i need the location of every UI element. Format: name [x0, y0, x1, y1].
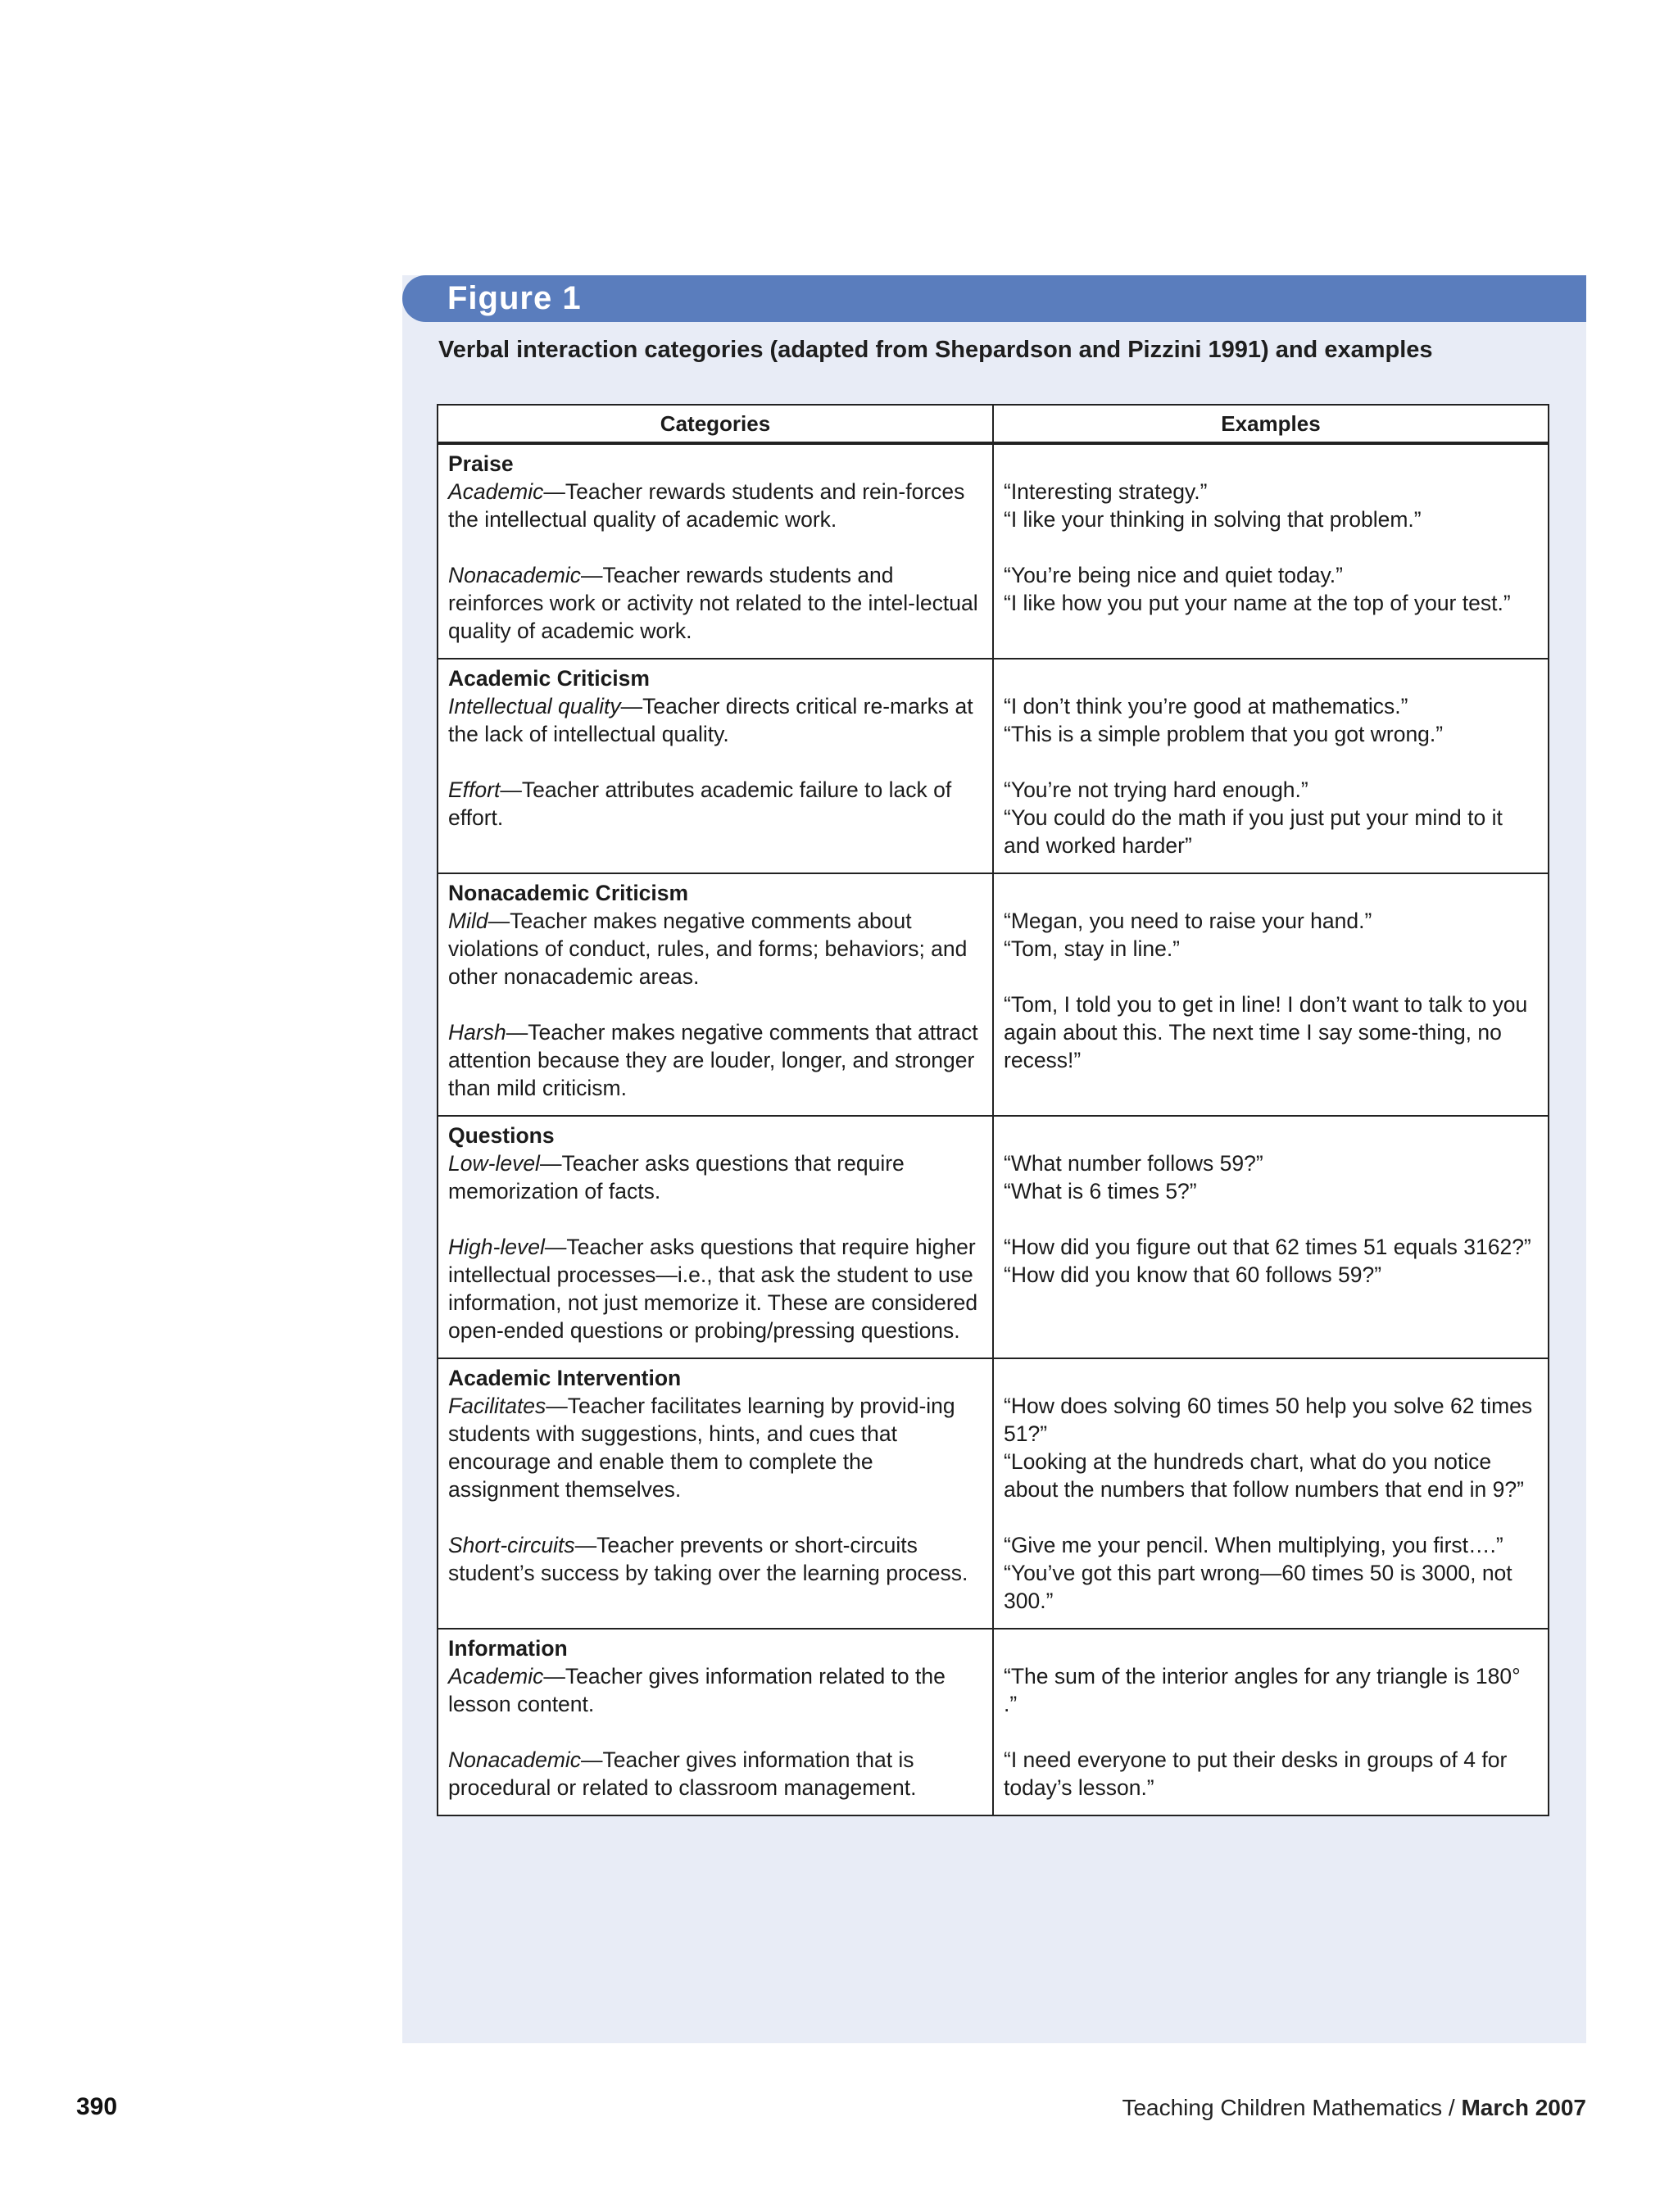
category-cell: [438, 1116, 993, 1358]
table-row: [438, 1629, 1549, 1815]
example-group: [1004, 1531, 1538, 1615]
subcategory: [448, 1018, 982, 1102]
subcategory-term: Academic: [448, 479, 544, 504]
categories-header: Categories: [438, 405, 993, 443]
subcategory-description: —Teacher rewards students and reinforces work or activity not related to the intel-lectual quality of academic work.: [448, 563, 978, 643]
example-quote: “How did you know that 60 follows 59?”: [1004, 1262, 1382, 1287]
example-quote: “I don’t think you’re good at mathematics.”: [1004, 694, 1408, 718]
subcategory-description: —Teacher makes negative comments that attract attention because they are louder, longer, and stronger than mild criticism.: [448, 1020, 978, 1100]
subcategory-term: Low-level: [448, 1151, 540, 1176]
subcategory-term: Harsh: [448, 1020, 506, 1045]
subcategory: [448, 1531, 982, 1587]
example-group: [1004, 907, 1538, 963]
example-group: [1004, 478, 1538, 533]
figure-label: Figure 1: [447, 280, 582, 316]
example-group: [1004, 1149, 1538, 1205]
figure-panel: [402, 275, 1586, 2043]
example-group: [1004, 1746, 1538, 1802]
subcategory-term: Academic: [448, 1664, 544, 1688]
example-quote: “How did you figure out that 62 times 51 equals 3162?”: [1004, 1235, 1531, 1259]
category-title: Information: [448, 1636, 568, 1661]
example-quote: “This is a simple problem that you got wrong.”: [1004, 722, 1444, 746]
subcategory-term: Nonacademic: [448, 1747, 582, 1772]
journal-footer: [1122, 2095, 1586, 2121]
table-row: [438, 1116, 1549, 1358]
subcategory-description: —Teacher attributes academic failure to lack of effort.: [448, 777, 952, 830]
table-body: [438, 443, 1549, 1815]
subcategory-description: —Teacher gives information related to the lesson content.: [448, 1664, 946, 1716]
subcategory: [448, 561, 982, 645]
example-quote: “Megan, you need to raise your hand.”: [1004, 909, 1372, 933]
page-number: 390: [76, 2093, 118, 2120]
example-group: [1004, 692, 1538, 748]
example-quote: “Looking at the hundreds chart, what do you notice about the numbers that follow numbers that end in 9?”: [1004, 1449, 1524, 1502]
example-quote: “You could do the math if you just put your mind to it and worked harder”: [1004, 805, 1503, 858]
table-row: [438, 873, 1549, 1116]
subcategory-description: —Teacher gives information that is procedural or related to classroom management.: [448, 1747, 917, 1800]
subcategory-term: Mild: [448, 909, 488, 933]
example-group: [1004, 1662, 1538, 1718]
category-cell: [438, 1358, 993, 1629]
example-quote: “Give me your pencil. When multiplying, you first….”: [1004, 1533, 1503, 1557]
example-quote: “What is 6 times 5?”: [1004, 1179, 1197, 1203]
subcategory-description: —Teacher facilitates learning by provid-ing students with suggestions, hints, and cues that encourage and enable them to complete the assignment themselves.: [448, 1394, 955, 1502]
example-quote: “How does solving 60 times 50 help you solve 62 times 51?”: [1004, 1394, 1533, 1446]
figure-header-bar: [402, 275, 1586, 322]
examples-cell: [993, 1358, 1549, 1629]
examples-cell: [993, 1629, 1549, 1815]
subcategory-description: —Teacher asks questions that require memorization of facts.: [448, 1151, 905, 1203]
examples-cell: [993, 873, 1549, 1116]
table-row: [438, 443, 1549, 659]
interaction-table: [437, 404, 1549, 1816]
example-quote: “What number follows 59?”: [1004, 1151, 1263, 1176]
subcategory-description: —Teacher directs critical re-marks at the lack of intellectual quality.: [448, 694, 973, 746]
examples-header: Examples: [993, 405, 1549, 443]
category-title: Academic Intervention: [448, 1366, 682, 1390]
example-quote: “Tom, stay in line.”: [1004, 936, 1181, 961]
example-quote: “I need everyone to put their desks in groups of 4 for today’s lesson.”: [1004, 1747, 1508, 1800]
journal-issue: March 2007: [1461, 2095, 1586, 2120]
category-cell: [438, 1629, 993, 1815]
subcategory: [448, 1392, 982, 1503]
subcategory-term: Intellectual quality: [448, 694, 621, 718]
example-quote: “Interesting strategy.”: [1004, 479, 1208, 504]
category-title: Academic Criticism: [448, 666, 650, 691]
subcategory: [448, 1662, 982, 1718]
subcategory: [448, 776, 982, 832]
example-quote: “I like your thinking in solving that problem.”: [1004, 507, 1422, 532]
subcategory-term: Effort: [448, 777, 501, 802]
subcategory: [448, 1233, 982, 1344]
subcategory-term: Facilitates: [448, 1394, 546, 1418]
subcategory-term: Short-circuits: [448, 1533, 575, 1557]
example-group: [1004, 1233, 1538, 1289]
subcategory-description: —Teacher rewards students and rein-forces the intellectual quality of academic work.: [448, 479, 965, 532]
subcategory-term: High-level: [448, 1235, 545, 1259]
example-quote: “You’re being nice and quiet today.”: [1004, 563, 1343, 587]
category-cell: [438, 873, 993, 1116]
table-header-row: [438, 405, 1549, 443]
example-group: [1004, 561, 1538, 617]
examples-cell: [993, 443, 1549, 659]
subcategory: [448, 1149, 982, 1205]
category-title: Questions: [448, 1123, 555, 1148]
subcategory: [448, 692, 982, 748]
examples-cell: [993, 659, 1549, 873]
example-quote: “You’ve got this part wrong—60 times 50 is 3000, not 300.”: [1004, 1561, 1512, 1613]
journal-name: Teaching Children Mathematics /: [1122, 2095, 1462, 2120]
example-quote: “I like how you put your name at the top of your test.”: [1004, 591, 1511, 615]
subcategory: [448, 478, 982, 533]
subcategory-description: —Teacher makes negative comments about violations of conduct, rules, and forms; behaviors; and other nonacademic areas.: [448, 909, 968, 989]
example-group: [1004, 1392, 1538, 1503]
figure-caption: Verbal interaction categories (adapted from Shepardson and Pizzini 1991) and examples: [438, 337, 1433, 363]
example-quote: “You’re not trying hard enough.”: [1004, 777, 1308, 802]
subcategory-description: —Teacher prevents or short-circuits student’s success by taking over the learning process.: [448, 1533, 968, 1585]
examples-cell: [993, 1116, 1549, 1358]
subcategory-description: —Teacher asks questions that require higher intellectual processes—i.e., that ask the student to use information, not just memorize it. These are considered open-ended questions or probing/pressing questions.: [448, 1235, 978, 1343]
category-title: Nonacademic Criticism: [448, 881, 689, 905]
example-group: [1004, 776, 1538, 859]
category-cell: [438, 659, 993, 873]
example-quote: “Tom, I told you to get in line! I don’t want to talk to you again about this. The next time I say some-thing, no recess!”: [1004, 992, 1528, 1072]
example-group: [1004, 990, 1538, 1074]
category-cell: [438, 443, 993, 659]
category-title: Praise: [448, 451, 514, 476]
subcategory: [448, 1746, 982, 1802]
example-quote: “The sum of the interior angles for any triangle is 180° .”: [1004, 1664, 1521, 1716]
table-row: [438, 659, 1549, 873]
table-row: [438, 1358, 1549, 1629]
subcategory: [448, 907, 982, 990]
subcategory-term: Nonacademic: [448, 563, 582, 587]
